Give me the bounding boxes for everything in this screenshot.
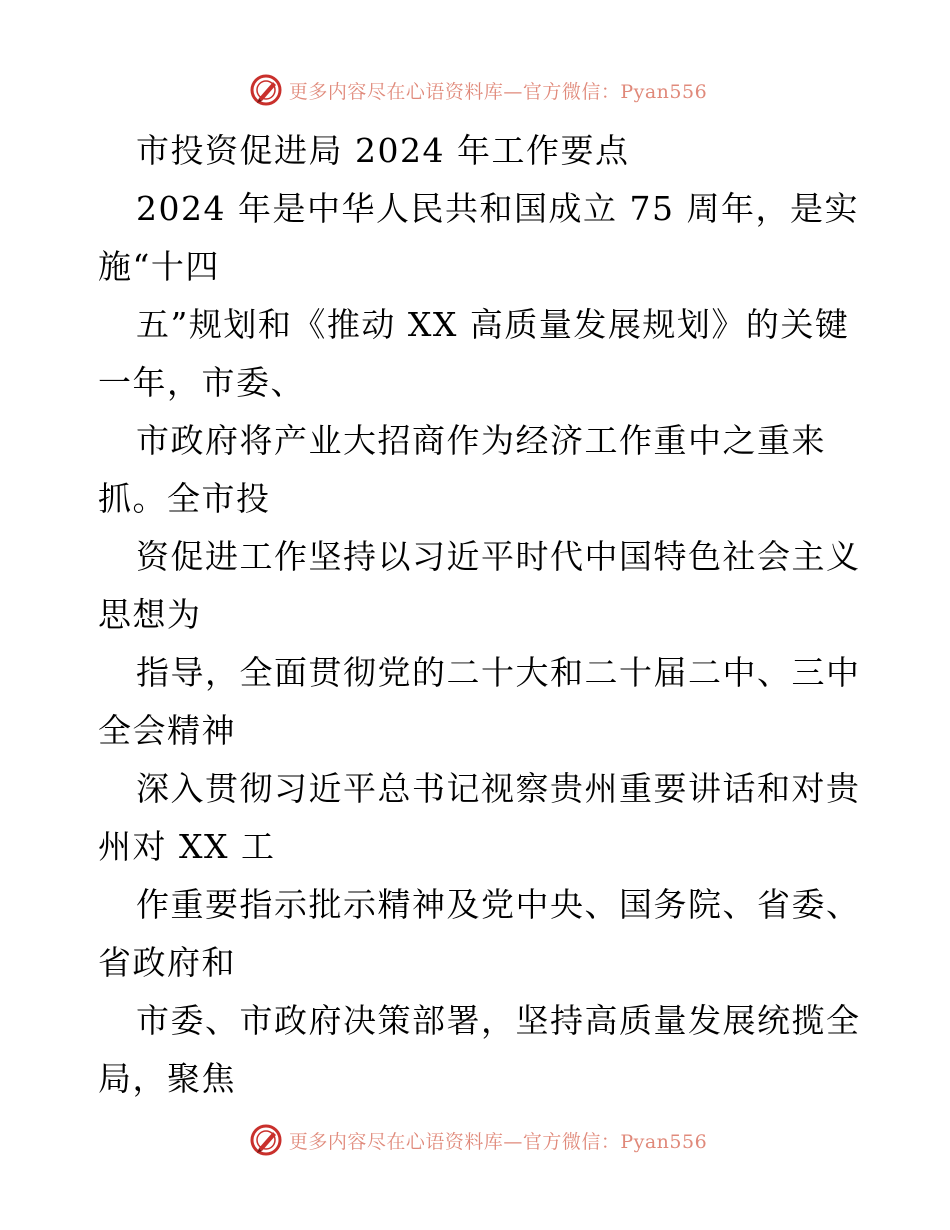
paragraph-line: 施“十四 xyxy=(98,247,220,286)
paragraph-line: 2024 年是中华人民共和国成立 75 周年，是实 xyxy=(136,189,859,228)
paragraph-line: 市委、市政府决策部署，坚持高质量发展统揽全 xyxy=(136,1001,861,1040)
pen-logo-icon xyxy=(249,1123,283,1157)
document-body xyxy=(98,122,898,1108)
header-banner xyxy=(0,70,950,110)
paragraph-line: 思想为 xyxy=(98,595,202,634)
paragraph-line: 州对 XX 工 xyxy=(98,827,276,866)
paragraph-line: 五”规划和《推动 XX 高质量发展规划》的关键 xyxy=(136,305,850,344)
paragraph-line: 全会精神 xyxy=(98,711,236,750)
footer-banner xyxy=(0,1120,950,1160)
paragraph-line: 指导，全面贯彻党的二十大和二十届二中、三中 xyxy=(136,653,861,692)
paragraph-line: 作重要指示批示精神及党中央、国务院、省委、 xyxy=(136,885,861,924)
paragraph-line: 深入贯彻习近平总书记视察贵州重要讲话和对贵 xyxy=(136,769,861,808)
document-title: 市投资促进局 2024 年工作要点 xyxy=(136,131,630,170)
header-banner-text: 更多内容尽在心语资料库—官方微信：Pyan556 xyxy=(288,80,708,103)
paragraph-line: 抓。全市投 xyxy=(98,479,271,518)
paragraph-line: 市政府将产业大招商作为经济工作重中之重来 xyxy=(136,421,826,460)
footer-banner-inner xyxy=(249,1123,707,1157)
header-banner-inner xyxy=(249,73,707,107)
paragraph-line: 局，聚焦 xyxy=(98,1059,236,1098)
paragraph-line: 省政府和 xyxy=(98,943,236,982)
footer-banner-text: 更多内容尽在心语资料库—官方微信：Pyan556 xyxy=(288,1130,708,1153)
pen-logo-icon xyxy=(249,73,283,107)
paragraph-line: 一年，市委、 xyxy=(98,363,305,402)
paragraph-line: 资促进工作坚持以习近平时代中国特色社会主义 xyxy=(136,537,861,576)
